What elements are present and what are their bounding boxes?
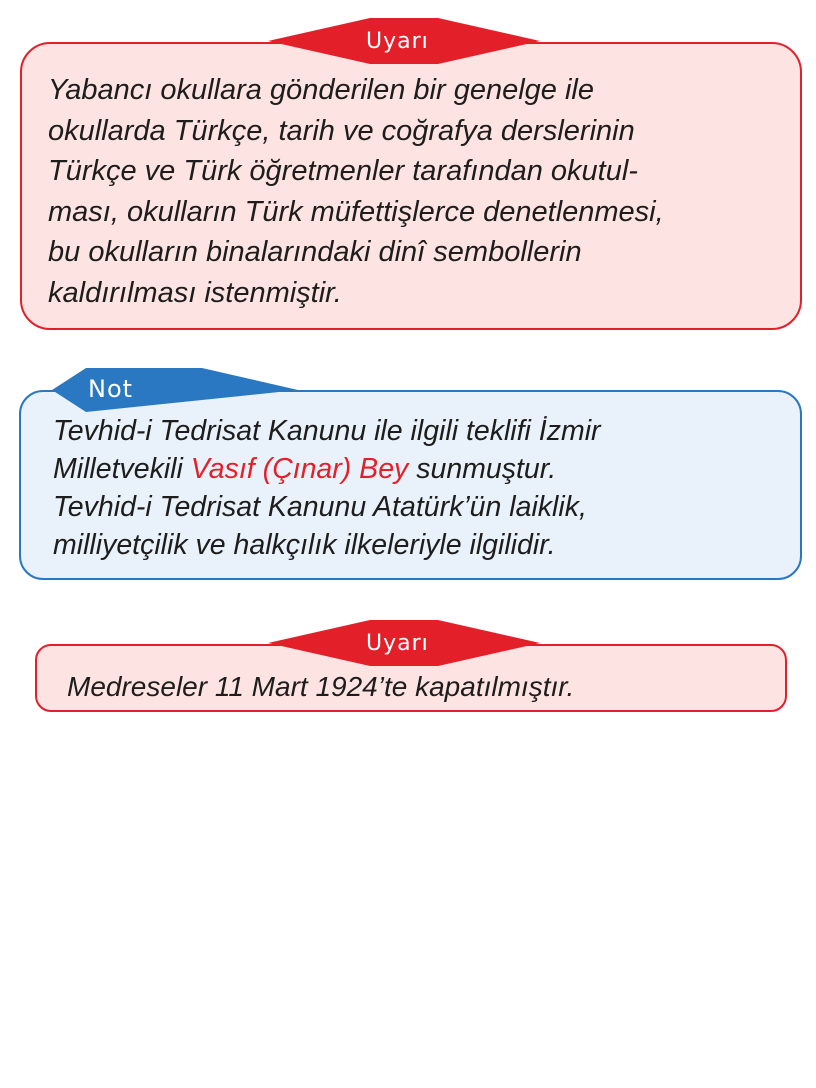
warning-1-line-1: Yabancı okullara gönderilen bir genelge ile	[48, 74, 595, 106]
warning-box-2-text	[67, 670, 574, 704]
warning-1-line-4: ması, okulların Türk müfettişlerce denetlenmesi,	[48, 195, 664, 228]
note-line-2-end: sunmuştur.	[408, 453, 557, 485]
note-line-4: milliyetçilik ve halkçılık ilkeleriyle ilgilidir.	[53, 529, 556, 561]
note-tag	[52, 368, 298, 412]
warning-1-line-6: kaldırılması istenmiştir.	[48, 276, 342, 309]
warning-2-tag-label: Uyarı	[366, 631, 429, 656]
warning-1-tag	[268, 18, 540, 64]
note-box-text	[53, 412, 601, 564]
note-tag-label: Not	[88, 375, 134, 403]
warning-1-tag-label: Uyarı	[366, 29, 429, 54]
warning-box-1-text	[48, 70, 664, 313]
note-box	[19, 390, 802, 580]
note-line-1: Tevhid-i Tedrisat Kanunu ile ilgili teklifi İzmir	[53, 415, 601, 447]
note-highlight-name: Vasıf (Çınar) Bey	[190, 453, 409, 485]
warning-1-line-2: okullarda Türkçe, tarih ve coğrafya derslerinin	[48, 114, 635, 147]
warning-1-line-5: bu okulların binalarındaki dinî sembollerin	[48, 236, 582, 268]
warning-2-line-1: Medreseler 11 Mart 1924’te kapatılmıştır.	[67, 671, 575, 702]
note-line-3: Tevhid-i Tedrisat Kanunu Atatürk’ün laiklik,	[53, 491, 587, 523]
note-line-2	[53, 450, 601, 488]
note-line-2-start: Milletvekili	[53, 453, 191, 485]
warning-2-tag	[268, 620, 540, 666]
warning-box-1	[20, 42, 802, 330]
warning-1-line-3: Türkçe ve Türk öğretmenler tarafından okutul-	[48, 155, 638, 187]
